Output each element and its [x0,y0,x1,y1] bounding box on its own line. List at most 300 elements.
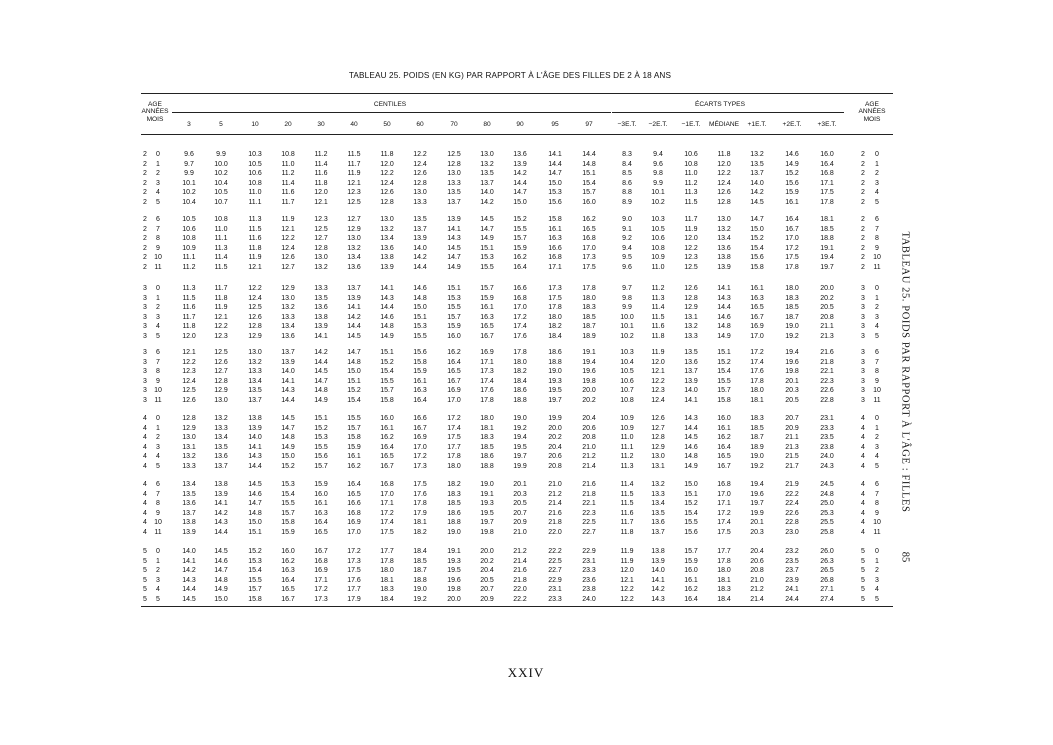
value-cell: 20.0 [548,424,562,432]
value-cell: 16.4 [684,596,698,603]
value-cell: 14.2 [347,313,361,321]
value-cell: 19.0 [513,415,527,422]
centile-col-20-header: 20 [284,121,292,128]
value-cell: 14.8 [413,294,427,302]
value-cell: 17.6 [513,333,527,340]
value-cell: 9.7 [622,285,632,292]
value-cell: 19.3 [447,557,461,565]
age-months-cell-right: 8 [875,235,879,243]
value-cell: 20.7 [513,509,527,517]
value-cell: 21.7 [785,463,799,470]
value-cell: 12.9 [281,285,295,292]
value-cell: 12.7 [651,424,665,432]
value-cell: 11.7 [620,519,634,527]
value-cell: 10.8 [620,397,634,404]
value-cell: 25.3 [820,509,834,517]
value-cell: 15.1 [314,415,328,422]
value-cell: 11.5 [347,151,361,158]
value-cell: 15.0 [548,179,562,187]
value-cell: 18.0 [513,358,527,366]
sd-col-7-header: +3E.T. [817,121,837,128]
value-cell: 12.5 [214,349,228,356]
value-cell: 13.5 [248,387,262,395]
value-cell: 18.8 [548,358,562,366]
value-cell: 17.1 [314,576,328,584]
age-years-cell-right: 2 [861,264,865,271]
value-cell: 19.7 [513,453,527,461]
value-cell: 12.5 [447,151,461,158]
age-years-cell: 3 [143,313,147,321]
value-cell: 16.7 [750,313,764,321]
value-cell: 19.5 [548,387,562,395]
value-cell: 12.4 [651,397,665,404]
value-cell: 17.0 [785,235,799,243]
age-months-cell-right: 0 [875,415,879,422]
value-cell: 15.8 [281,519,295,527]
value-cell: 11.7 [281,199,295,206]
value-cell: 14.1 [717,285,731,292]
value-cell: 17.7 [347,586,361,594]
value-cell: 13.5 [214,443,228,451]
value-cell: 18.4 [380,596,394,603]
value-cell: 14.4 [684,424,698,432]
ecarts-group-label: ÉCARTS TYPES [695,101,745,108]
value-cell: 19.0 [413,586,427,594]
value-cell: 20.7 [785,415,799,422]
value-cell: 21.4 [513,557,527,565]
value-cell: 17.0 [380,490,394,498]
age-months-cell-right: 11 [873,397,881,404]
value-cell: 14.1 [347,304,361,312]
value-cell: 20.3 [750,529,764,536]
value-cell: 14.3 [717,294,731,302]
value-cell: 20.2 [820,294,834,302]
value-cell: 14.3 [447,235,461,243]
value-cell: 10.4 [214,179,228,187]
value-cell: 13.4 [717,235,731,243]
value-cell: 21.8 [820,358,834,366]
value-cell: 15.7 [717,387,731,395]
value-cell: 18.5 [785,304,799,312]
value-cell: 13.5 [750,160,764,168]
value-cell: 17.4 [447,424,461,432]
value-cell: 13.2 [248,358,262,366]
value-cell: 11.0 [214,225,228,233]
value-cell: 19.6 [447,576,461,584]
value-cell: 14.1 [651,576,665,584]
age-years-cell: 3 [143,387,147,395]
value-cell: 17.8 [785,264,799,271]
value-cell: 14.2 [480,199,494,206]
age-months-cell: 8 [156,235,160,243]
value-cell: 14.8 [314,387,328,395]
value-cell: 11.0 [651,264,665,271]
value-cell: 14.6 [248,490,262,498]
value-cell: 11.7 [684,216,698,223]
value-cell: 14.0 [651,567,665,575]
value-cell: 18.1 [380,576,394,584]
value-cell: 18.2 [413,529,427,536]
age-months-cell-right: 2 [875,567,879,575]
value-cell: 22.2 [785,490,799,498]
value-cell: 14.9 [314,397,328,404]
value-cell: 12.5 [248,304,262,312]
value-cell: 13.7 [182,509,196,517]
value-cell: 13.7 [214,463,228,470]
value-cell: 18.5 [750,424,764,432]
value-cell: 22.5 [548,557,562,565]
age-months-cell-right: 2 [875,304,879,312]
value-cell: 17.8 [717,557,731,565]
value-cell: 19.7 [548,397,562,404]
value-cell: 13.2 [717,225,731,233]
value-cell: 17.5 [447,434,461,442]
value-cell: 14.9 [684,463,698,470]
value-cell: 22.1 [820,368,834,376]
value-cell: 11.8 [717,151,731,158]
value-cell: 16.3 [548,235,562,243]
value-cell: 21.8 [582,490,596,498]
value-cell: 13.2 [651,481,665,488]
value-cell: 12.8 [717,199,731,206]
value-cell: 18.6 [447,509,461,517]
value-cell: 15.7 [347,424,361,432]
value-cell: 15.4 [380,368,394,376]
value-cell: 16.3 [750,294,764,302]
value-cell: 15.2 [785,170,799,178]
age-months-cell: 4 [156,586,160,594]
value-cell: 16.6 [347,500,361,508]
value-cell: 17.3 [548,285,562,292]
value-cell: 16.7 [480,333,494,340]
centiles-group-label: CENTILES [373,101,407,108]
value-cell: 23.1 [582,557,596,565]
value-cell: 17.9 [347,596,361,603]
value-cell: 17.5 [717,529,731,536]
centile-col-50-header: 50 [383,121,391,128]
value-cell: 15.4 [717,368,731,376]
value-cell: 20.2 [582,397,596,404]
age-years-cell: 3 [143,358,147,366]
age-years-cell-right: 2 [861,160,865,168]
value-cell: 14.6 [684,443,698,451]
value-cell: 24.3 [820,463,834,470]
value-cell: 12.2 [620,586,634,594]
value-cell: 12.0 [620,567,634,575]
value-cell: 15.1 [582,170,596,178]
centiles-group-line [172,112,611,113]
value-cell: 19.4 [750,481,764,488]
value-cell: 9.4 [653,151,663,158]
sd-col-2-header: −2E.T. [648,121,668,128]
value-cell: 22.9 [548,576,562,584]
value-cell: 14.4 [314,358,328,366]
sd-col-1-header: −3E.T. [617,121,637,128]
value-cell: 11.8 [620,529,634,536]
value-cell: 12.5 [314,225,328,233]
value-cell: 14.0 [248,434,262,442]
value-cell: 12.6 [248,313,262,321]
value-cell: 14.3 [684,415,698,422]
value-cell: 11.2 [281,170,295,178]
value-cell: 11.8 [314,179,328,187]
sd-col-4-header: MÉDIANE [708,121,740,128]
value-cell: 17.3 [413,463,427,470]
value-cell: 10.2 [651,199,665,206]
value-cell: 13.0 [717,216,731,223]
value-cell: 14.5 [750,199,764,206]
value-cell: 15.9 [447,323,461,331]
value-cell: 13.5 [182,490,196,498]
value-cell: 12.8 [651,434,665,442]
age-years-cell-right: 5 [861,567,865,575]
value-cell: 22.3 [820,377,834,385]
value-cell: 14.5 [214,548,228,555]
age-months-cell-right: 4 [875,323,879,331]
value-cell: 20.0 [820,285,834,292]
age-years-cell-right: 2 [861,244,865,252]
value-cell: 13.4 [248,377,262,385]
value-cell: 17.9 [413,509,427,517]
value-cell: 9.9 [622,304,632,312]
value-cell: 17.2 [717,509,731,517]
age-months-cell: 1 [156,160,160,168]
value-cell: 11.2 [651,285,665,292]
value-cell: 12.4 [248,294,262,302]
value-cell: 10.3 [651,216,665,223]
age-years-cell: 2 [143,189,147,197]
value-cell: 10.4 [620,358,634,366]
value-cell: 17.3 [480,368,494,376]
value-cell: 13.7 [651,529,665,536]
value-cell: 10.5 [651,225,665,233]
value-cell: 16.1 [347,453,361,461]
value-cell: 16.2 [684,586,698,594]
value-cell: 16.9 [750,323,764,331]
value-cell: 15.0 [347,368,361,376]
value-cell: 19.1 [582,349,596,356]
value-cell: 22.9 [582,548,596,555]
age-months-cell: 2 [156,567,160,575]
value-cell: 20.5 [480,576,494,584]
age-years-cell-right: 2 [861,151,865,158]
value-cell: 17.4 [380,519,394,527]
value-cell: 15.8 [750,264,764,271]
value-cell: 13.4 [380,235,394,243]
value-cell: 19.8 [480,529,494,536]
value-cell: 13.0 [214,397,228,404]
value-cell: 13.2 [314,264,328,271]
value-cell: 14.7 [314,377,328,385]
value-cell: 21.6 [513,567,527,575]
value-cell: 21.5 [785,453,799,461]
value-cell: 16.0 [717,415,731,422]
value-cell: 14.4 [281,397,295,404]
value-cell: 11.7 [214,285,228,292]
value-cell: 11.9 [248,254,262,262]
value-cell: 11.8 [380,151,394,158]
value-cell: 16.5 [281,586,295,594]
value-cell: 18.1 [480,424,494,432]
value-cell: 19.3 [548,377,562,385]
value-cell: 18.6 [548,349,562,356]
value-cell: 20.4 [750,548,764,555]
value-cell: 14.9 [447,264,461,271]
age-years-cell: 4 [143,463,147,470]
value-cell: 16.0 [582,199,596,206]
value-cell: 9.6 [653,160,663,168]
value-cell: 14.1 [447,225,461,233]
age-months-cell-right: 3 [875,443,879,451]
value-cell: 15.3 [314,434,328,442]
value-cell: 17.0 [447,397,461,404]
age-years-cell: 2 [143,216,147,223]
value-cell: 11.0 [620,434,634,442]
value-cell: 13.6 [281,333,295,340]
value-cell: 9.8 [653,170,663,178]
value-cell: 12.9 [182,424,196,432]
age-months-cell-right: 1 [875,294,879,302]
value-cell: 12.2 [214,323,228,331]
value-cell: 13.4 [281,323,295,331]
age-months-cell: 11 [154,529,162,536]
value-cell: 18.8 [513,397,527,404]
value-cell: 11.3 [182,285,196,292]
value-cell: 16.3 [314,509,328,517]
value-cell: 11.6 [314,170,328,178]
value-cell: 16.2 [347,463,361,470]
value-cell: 10.8 [281,151,295,158]
age-months-cell: 9 [156,509,160,517]
value-cell: 11.6 [248,235,262,243]
value-cell: 10.6 [620,377,634,385]
value-cell: 14.4 [413,264,427,271]
age-months-cell-right: 1 [875,557,879,565]
value-cell: 12.2 [182,358,196,366]
value-cell: 11.9 [620,557,634,565]
value-cell: 13.1 [651,463,665,470]
age-months-cell-right: 8 [875,368,879,376]
value-cell: 12.2 [620,596,634,603]
age-years-cell-right: 5 [861,557,865,565]
value-cell: 15.6 [684,529,698,536]
value-cell: 13.0 [314,254,328,262]
value-cell: 14.7 [447,254,461,262]
value-cell: 14.4 [548,160,562,168]
value-cell: 15.6 [413,349,427,356]
value-cell: 13.9 [214,490,228,498]
value-cell: 21.4 [548,500,562,508]
age-years-cell: 3 [143,397,147,404]
value-cell: 9.7 [184,160,194,168]
value-cell: 21.0 [513,529,527,536]
value-cell: 14.4 [380,304,394,312]
value-cell: 12.4 [380,179,394,187]
value-cell: 16.4 [314,519,328,527]
value-cell: 26.5 [820,567,834,575]
value-cell: 14.8 [684,453,698,461]
value-cell: 15.1 [380,349,394,356]
age-years-cell: 3 [143,323,147,331]
value-cell: 11.5 [214,264,228,271]
value-cell: 11.2 [314,151,328,158]
age-months-cell-right: 5 [875,199,879,206]
value-cell: 13.8 [651,548,665,555]
value-cell: 15.2 [380,358,394,366]
value-cell: 23.6 [582,576,596,584]
value-cell: 13.0 [248,349,262,356]
value-cell: 17.5 [820,189,834,197]
value-cell: 19.8 [582,377,596,385]
value-cell: 18.8 [480,463,494,470]
age-months-cell: 3 [156,443,160,451]
value-cell: 17.8 [750,377,764,385]
value-cell: 11.6 [281,189,295,197]
value-cell: 18.0 [582,294,596,302]
value-cell: 19.2 [413,596,427,603]
value-cell: 15.5 [413,333,427,340]
value-cell: 14.5 [248,481,262,488]
value-cell: 20.5 [513,500,527,508]
value-cell: 16.0 [447,333,461,340]
age-years-cell: 2 [143,264,147,271]
value-cell: 11.1 [182,254,196,262]
value-cell: 14.8 [717,323,731,331]
value-cell: 13.2 [347,244,361,252]
value-cell: 15.7 [281,509,295,517]
age-years-cell-right: 3 [861,323,865,331]
value-cell: 19.9 [750,509,764,517]
value-cell: 16.2 [281,557,295,565]
value-cell: 12.0 [717,160,731,168]
age-months-cell-right: 3 [875,313,879,321]
value-cell: 20.5 [820,304,834,312]
value-cell: 12.2 [380,170,394,178]
value-cell: 15.8 [413,358,427,366]
value-cell: 13.8 [214,481,228,488]
value-cell: 25.8 [820,529,834,536]
value-cell: 13.6 [684,358,698,366]
age-header-right-line1: AGE [865,101,879,108]
value-cell: 12.6 [717,189,731,197]
value-cell: 15.5 [717,377,731,385]
value-cell: 11.3 [651,294,665,302]
value-cell: 15.6 [750,254,764,262]
value-cell: 14.7 [281,424,295,432]
value-cell: 16.0 [380,415,394,422]
value-cell: 18.7 [582,323,596,331]
value-cell: 23.7 [785,567,799,575]
value-cell: 13.9 [413,235,427,243]
value-cell: 15.3 [248,557,262,565]
value-cell: 15.7 [447,313,461,321]
value-cell: 21.1 [785,434,799,442]
centile-col-3-header: 3 [187,121,191,128]
age-months-cell-right: 11 [873,529,881,536]
value-cell: 17.1 [820,179,834,187]
value-cell: 9.6 [184,151,194,158]
value-cell: 14.4 [214,529,228,536]
value-cell: 14.2 [651,586,665,594]
value-cell: 12.8 [182,415,196,422]
value-cell: 17.3 [347,557,361,565]
value-cell: 12.1 [314,199,328,206]
age-years-cell-right: 2 [861,225,865,233]
value-cell: 18.9 [750,443,764,451]
value-cell: 20.4 [548,443,562,451]
value-cell: 11.4 [314,160,328,168]
value-cell: 21.6 [820,349,834,356]
